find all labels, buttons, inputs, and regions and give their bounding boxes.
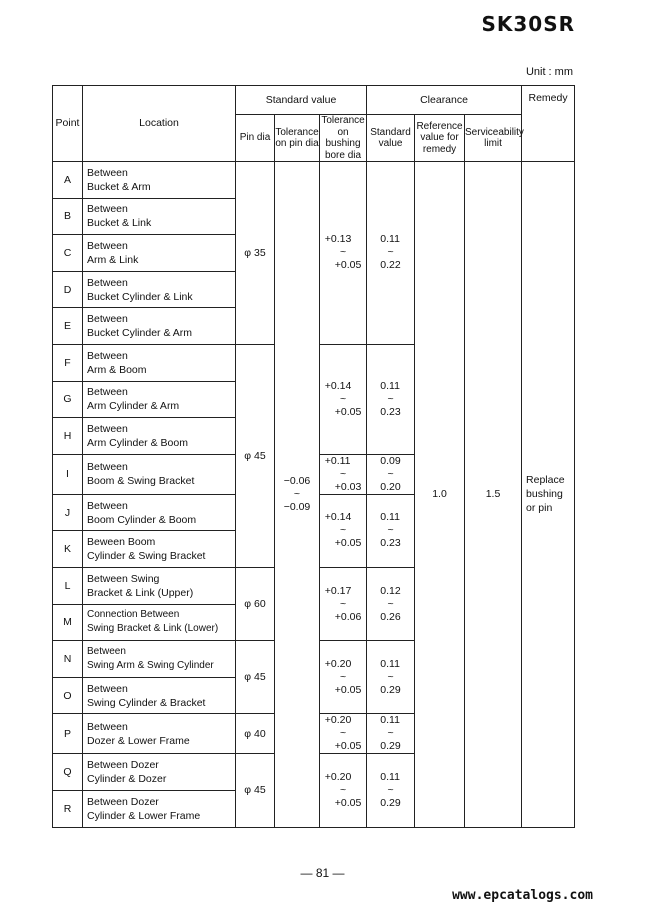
pin-clearance-table (52, 85, 575, 828)
header-remedy: Remedy (522, 86, 575, 162)
clearance-top: 0.11 (380, 511, 400, 524)
tilde: ~ (387, 783, 394, 796)
clearance-top: 0.09 (380, 454, 401, 467)
clearance-bottom: 0.23 (380, 405, 401, 418)
clearance-bottom: 0.29 (380, 740, 401, 753)
tilde: ~ (387, 467, 394, 480)
tilde: ~ (339, 392, 347, 405)
location-cell (83, 454, 236, 494)
clearance-bottom: 0.26 (380, 610, 401, 623)
clearance-std-cell (367, 344, 415, 454)
header-tol-pin-line2: on pin dia (275, 138, 319, 149)
header-pin-dia: Pin dia (236, 115, 275, 162)
bushing-tol-cell (320, 162, 367, 345)
bushing-top: +0.17 (324, 584, 352, 597)
tilde: ~ (339, 524, 347, 537)
clearance-std-cell (367, 494, 415, 567)
location-line: Bucket & Link (87, 217, 152, 230)
clearance-bottom: 0.29 (380, 683, 401, 696)
table-row (53, 162, 575, 199)
bushing-tol-cell (320, 641, 367, 714)
point-cell: K (53, 531, 83, 568)
tilde: ~ (339, 246, 347, 259)
header-tol-bush-line3: bore dia (324, 149, 362, 161)
remedy-cell (522, 162, 575, 828)
location-line: Cylinder & Dozer (87, 773, 167, 786)
clearance-std-cell (367, 454, 415, 494)
tilde: ~ (339, 783, 347, 796)
tilde: ~ (387, 727, 394, 740)
point-cell: M (53, 604, 83, 641)
bushing-bottom: +0.06 (334, 610, 362, 623)
header-reference (415, 115, 465, 162)
tol-pin-top: −0.06 (283, 474, 311, 487)
bushing-tol-cell (320, 754, 367, 827)
tilde: ~ (387, 524, 394, 537)
bushing-bottom: +0.05 (334, 796, 362, 809)
clearance-top: 0.12 (380, 584, 401, 597)
location-line: Swing Cylinder & Bracket (87, 696, 206, 709)
pin-dia-cell: φ 35 (236, 162, 275, 345)
remedy-line: bushing (526, 488, 563, 501)
point-cell: P (53, 714, 83, 754)
bushing-top: +0.11 (324, 454, 351, 467)
tilde: ~ (387, 392, 394, 405)
point-cell: R (53, 790, 83, 827)
location-cell (83, 418, 236, 455)
unit-label: Unit : mm (525, 66, 573, 78)
location-line: Between (87, 203, 128, 216)
clearance-std-cell (367, 162, 415, 345)
tilde: ~ (339, 467, 347, 480)
clearance-top: 0.11 (380, 714, 400, 727)
point-cell: N (53, 641, 83, 678)
location-cell (83, 381, 236, 418)
location-cell (83, 271, 236, 308)
header-reference-line1: Reference (416, 120, 463, 132)
clearance-bottom: 0.20 (380, 480, 401, 493)
header-tol-pin (275, 115, 320, 162)
bushing-tol-cell (320, 494, 367, 567)
pin-dia-cell: φ 45 (236, 344, 275, 567)
clearance-top: 0.11 (380, 770, 400, 783)
location-line: Between (87, 349, 128, 362)
location-line: Between (87, 166, 128, 179)
bushing-bottom: +0.03 (334, 480, 362, 493)
point-cell: A (53, 162, 83, 199)
point-cell: J (53, 494, 83, 531)
bushing-bottom: +0.05 (334, 259, 362, 272)
point-cell: G (53, 381, 83, 418)
tol-pin-cell (275, 162, 320, 828)
location-line: Connection Between (87, 609, 180, 621)
tilde: ~ (339, 670, 347, 683)
point-cell: C (53, 235, 83, 272)
bushing-bottom: +0.05 (334, 740, 362, 753)
point-cell: O (53, 677, 83, 714)
bushing-tol-cell (320, 714, 367, 754)
location-cell (83, 641, 236, 678)
remedy-line: Replace (526, 474, 565, 487)
pin-dia-cell: φ 60 (236, 567, 275, 640)
location-cell (83, 162, 236, 199)
header-standard (367, 115, 415, 162)
header-service-line1: Serviceability (465, 126, 524, 138)
serviceability-limit-cell: 1.5 (465, 162, 522, 828)
bushing-tol-cell (320, 344, 367, 454)
watermark-url: www.epcatalogs.com (452, 888, 593, 903)
location-line: Between (87, 422, 128, 435)
point-cell: E (53, 308, 83, 345)
document-title: SK30SR (481, 12, 575, 36)
point-cell: I (53, 454, 83, 494)
location-line: Bucket & Arm (87, 180, 151, 193)
location-line: Bracket & Link (Upper) (87, 586, 194, 599)
location-line: Swing Arm & Swing Cylinder (87, 659, 214, 671)
pin-dia-cell: φ 45 (236, 754, 275, 827)
clearance-std-cell (367, 754, 415, 827)
header-tol-bush-line2: on bushing (325, 126, 361, 149)
location-line: Between (87, 239, 128, 252)
location-line: Between (87, 313, 128, 326)
tilde: ~ (387, 597, 394, 610)
location-line: Between (87, 645, 126, 657)
bushing-bottom: +0.05 (334, 537, 362, 550)
location-line: Cylinder & Swing Bracket (87, 550, 206, 563)
point-cell: F (53, 344, 83, 381)
header-tol-bushing (320, 115, 367, 162)
location-cell (83, 567, 236, 604)
tol-pin-bottom: −0.09 (283, 500, 311, 513)
bushing-tol-cell (320, 567, 367, 640)
bushing-top: +0.20 (324, 770, 352, 783)
tilde: ~ (339, 727, 347, 740)
header-reference-line2: value for (420, 132, 459, 144)
clearance-top: 0.11 (380, 233, 400, 246)
location-cell (83, 531, 236, 568)
location-line: Arm & Boom (87, 363, 147, 376)
location-cell (83, 604, 236, 641)
header-clearance: Clearance (367, 86, 522, 115)
location-cell (83, 494, 236, 531)
header-standard-value: Standard value (236, 86, 367, 115)
header-tol-bush-line1: Tolerance (321, 115, 365, 126)
location-cell (83, 308, 236, 345)
location-line: Arm Cylinder & Arm (87, 400, 180, 413)
location-line: Beween Boom (87, 536, 156, 549)
clearance-std-cell (367, 641, 415, 714)
location-cell (83, 790, 236, 827)
location-cell (83, 677, 236, 714)
point-cell: Q (53, 754, 83, 791)
location-line: Boom Cylinder & Boom (87, 513, 197, 526)
pin-dia-cell: φ 45 (236, 641, 275, 714)
location-line: Between (87, 682, 128, 695)
reference-value-cell: 1.0 (415, 162, 465, 828)
header-standard-line2: value (378, 138, 403, 149)
header-location: Location (83, 86, 236, 162)
location-line: Between (87, 499, 128, 512)
header-serviceability (465, 115, 522, 162)
header-service-line2: limit (484, 138, 502, 149)
tilde: ~ (387, 246, 394, 259)
tilde: ~ (339, 597, 347, 610)
location-line: Between (87, 720, 128, 733)
clearance-bottom: 0.22 (380, 259, 401, 272)
location-line: Between (87, 386, 128, 399)
location-line: Between (87, 461, 128, 474)
point-cell: D (53, 271, 83, 308)
pin-dia-cell: φ 40 (236, 714, 275, 754)
bushing-bottom: +0.05 (334, 405, 362, 418)
bushing-tol-cell (320, 454, 367, 494)
location-cell (83, 198, 236, 235)
location-line: Boom & Swing Bracket (87, 475, 195, 488)
bushing-top: +0.14 (324, 511, 352, 524)
bushing-top: +0.14 (324, 379, 352, 392)
location-cell (83, 754, 236, 791)
clearance-std-cell (367, 567, 415, 640)
header-standard-line1: Standard (370, 126, 411, 138)
location-line: Swing Bracket & Link (Lower) (87, 623, 219, 635)
tilde: ~ (387, 670, 394, 683)
location-line: Bucket Cylinder & Arm (87, 327, 193, 340)
remedy-line: or pin (526, 502, 553, 515)
location-cell (83, 714, 236, 754)
clearance-top: 0.11 (380, 657, 400, 670)
location-line: Between Dozer (87, 795, 159, 808)
location-cell (83, 344, 236, 381)
location-line: Cylinder & Lower Frame (87, 809, 201, 822)
clearance-top: 0.11 (380, 379, 400, 392)
header-tol-pin-line1: Tolerance (275, 126, 319, 138)
clearance-std-cell (367, 714, 415, 754)
header-point: Point (53, 86, 83, 162)
location-line: Bucket Cylinder & Link (87, 290, 193, 303)
location-cell (83, 235, 236, 272)
tilde: ~ (293, 487, 301, 500)
location-line: Between Dozer (87, 759, 159, 772)
point-cell: L (53, 567, 83, 604)
bushing-bottom: +0.05 (334, 683, 362, 696)
location-line: Between Swing (87, 572, 160, 585)
location-line: Arm Cylinder & Boom (87, 436, 188, 449)
clearance-bottom: 0.29 (380, 796, 401, 809)
bushing-top: +0.20 (324, 657, 352, 670)
bushing-top: +0.13 (324, 233, 352, 246)
location-line: Between (87, 276, 128, 289)
header-reference-line3: remedy (422, 143, 457, 155)
bushing-top: +0.20 (324, 714, 352, 727)
location-line: Dozer & Lower Frame (87, 734, 190, 747)
location-line: Arm & Link (87, 253, 139, 266)
clearance-bottom: 0.23 (380, 537, 401, 550)
point-cell: B (53, 198, 83, 235)
point-cell: H (53, 418, 83, 455)
page-number: — 81 — (300, 866, 345, 880)
